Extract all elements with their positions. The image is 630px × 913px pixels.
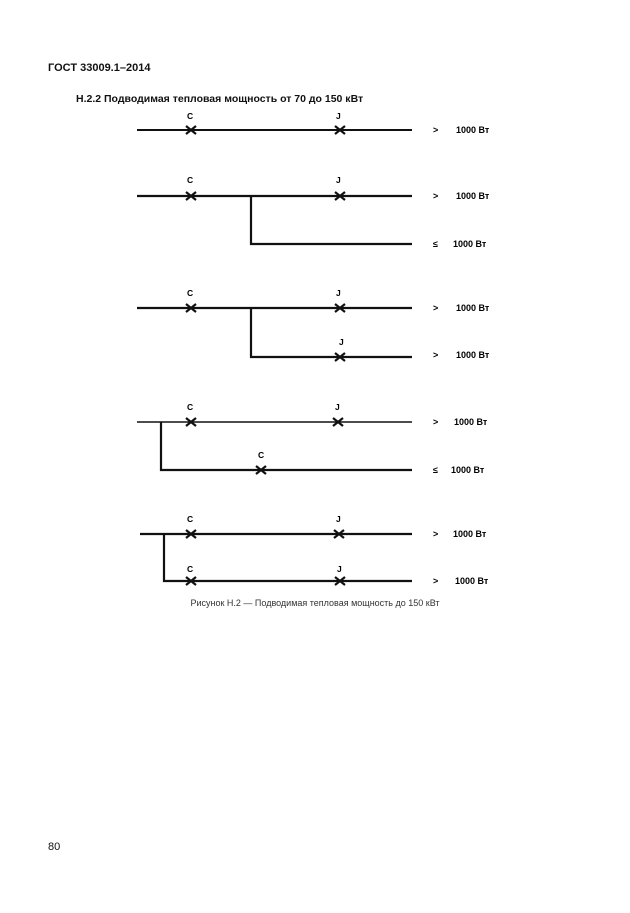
power-value: 1000 Вт <box>454 417 488 427</box>
power-value: 1000 Вт <box>456 350 490 360</box>
comparison-symbol: > <box>433 417 439 427</box>
comparison-symbol: ≤ <box>433 239 438 249</box>
valve-label: J <box>336 288 341 298</box>
page-number: 80 <box>48 841 61 853</box>
scheme-3 <box>137 288 490 361</box>
valve-label: C <box>187 514 194 524</box>
branch-line <box>251 196 412 244</box>
power-value: 1000 Вт <box>455 576 489 586</box>
comparison-symbol: > <box>433 125 439 135</box>
power-value: 1000 Вт <box>456 191 490 201</box>
valve-label: J <box>336 175 341 185</box>
power-value: 1000 Вт <box>451 465 485 475</box>
valve-label: J <box>336 111 341 121</box>
comparison-symbol: > <box>433 191 439 201</box>
branch-line <box>161 422 412 470</box>
power-value: 1000 Вт <box>453 239 487 249</box>
valve-label: C <box>258 450 265 460</box>
valve-label: C <box>187 564 194 574</box>
valve-label: J <box>335 402 340 412</box>
valve-label: C <box>187 288 194 298</box>
section-title: Н.2.2 Подводимая тепловая мощность от 70 до 150 кВт <box>76 93 364 105</box>
scheme-2 <box>137 175 490 249</box>
figure-caption: Рисунок Н.2 — Подводимая тепловая мощность до 150 кВт <box>190 598 440 608</box>
comparison-symbol: > <box>433 576 439 586</box>
branch-line <box>251 308 412 357</box>
scheme-4 <box>137 402 488 475</box>
comparison-symbol: > <box>433 350 439 360</box>
power-value: 1000 Вт <box>453 529 487 539</box>
valve-label: J <box>339 337 344 347</box>
valve-label: C <box>187 175 194 185</box>
valve-label: C <box>187 402 194 412</box>
power-value: 1000 Вт <box>456 125 490 135</box>
valve-label: C <box>187 111 194 121</box>
branch-line <box>164 534 412 581</box>
comparison-symbol: ≤ <box>433 465 438 475</box>
comparison-symbol: > <box>433 303 439 313</box>
power-value: 1000 Вт <box>456 303 490 313</box>
valve-label: J <box>336 514 341 524</box>
comparison-symbol: > <box>433 529 439 539</box>
scheme-5 <box>140 514 489 586</box>
scheme-1 <box>137 111 490 135</box>
document-header: ГОСТ 33009.1–2014 <box>48 62 151 74</box>
valve-label: J <box>337 564 342 574</box>
